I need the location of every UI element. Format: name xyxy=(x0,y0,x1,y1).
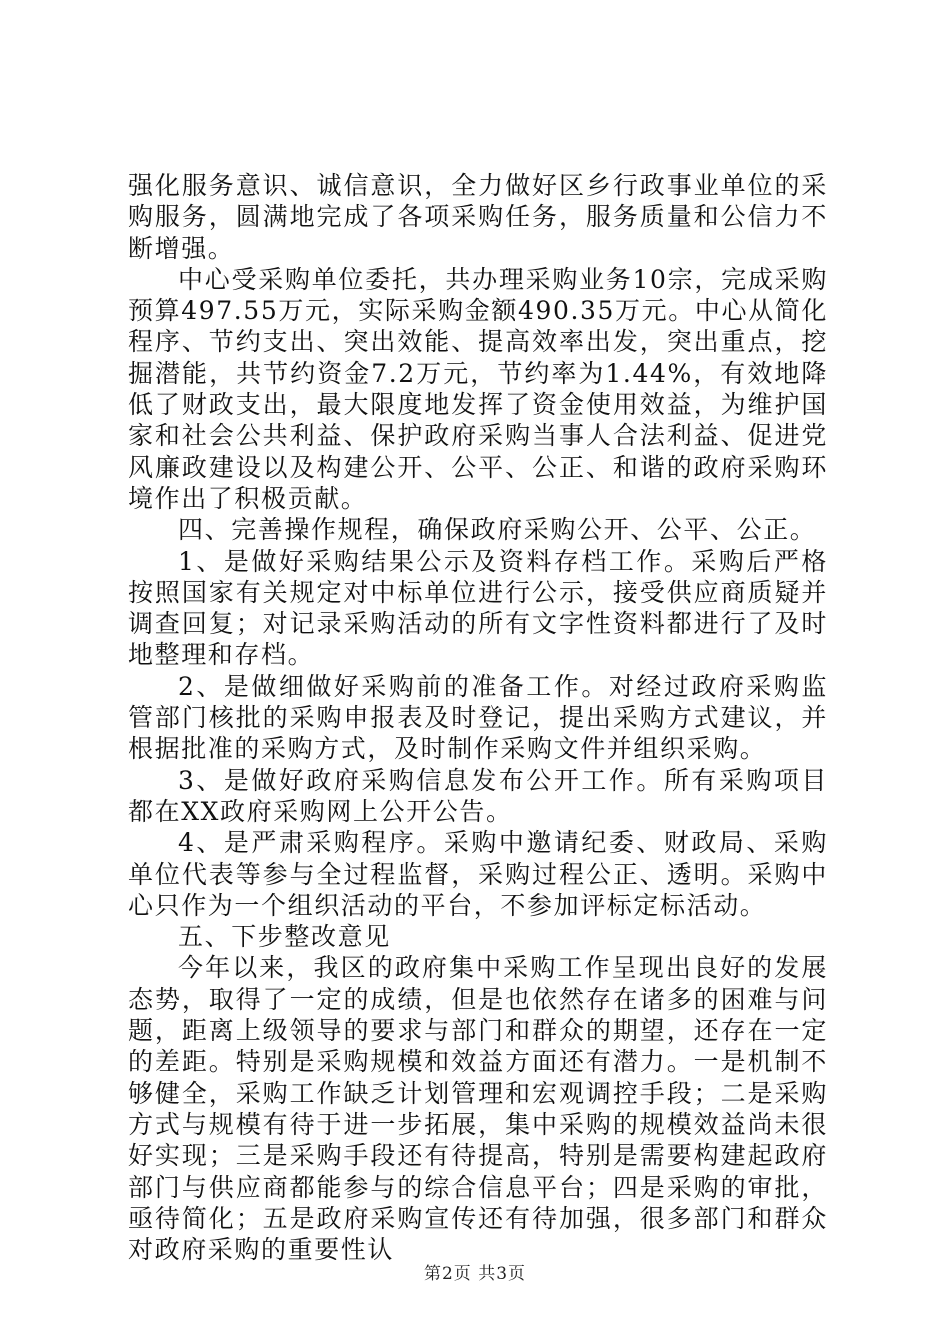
paragraph-summary: 今年以来，我区的政府集中采购工作呈现出良好的发展态势，取得了一定的成绩，但是也依然存在诸多的困难与问题，距离上级领导的要求与部门和群众的期望，还存在一定的差距。特别是采购规模和效益方面还有潜力。一是机制不够健全，采购工作缺乏计划管理和宏观调控手段；二是采购方式与规模有待于进一步拓展，集中采购的规模效益尚未很好实现；三是采购手段还有待提高，特别是需要构建起政府部门与供应商都能参与的综合信息平台；四是采购的审批，亟待简化；五是政府采购宣传还有待加强，很多部门和群众对政府采购的重要性认 xyxy=(128,953,828,1265)
paragraph-item-2: 2、是做细做好采购前的准备工作。对经过政府采购监管部门核批的采购申报表及时登记，提出采购方式建议，并根据批准的采购方式，及时制作采购文件并组织采购。 xyxy=(128,671,828,764)
page-footer: 第2页 共3页 xyxy=(423,1264,527,1284)
paragraph-item-4: 4、是严肃采购程序。采购中邀请纪委、财政局、采购单位代表等参与全过程监督，采购过程公正、透明。采购中心只作为一个组织活动的平台，不参加评标定标活动。 xyxy=(128,828,828,920)
paragraph-item-3: 3、是做好政府采购信息发布公开工作。所有采购项目都在XX政府采购网上公开公告。 xyxy=(128,765,828,826)
paragraph-1: 强化服务意识、诚信意识，全力做好区乡行政事业单位的采购服务，圆满地完成了各项采购任务，服务质量和公信力不断增强。 xyxy=(128,171,828,263)
section-heading-4: 四、完善操作规程，确保政府采购公开、公平、公正。 xyxy=(178,515,817,545)
section-heading-5: 五、下步整改意见 xyxy=(178,922,391,952)
paragraph-item-1: 1、是做好采购结果公示及资料存档工作。采购后严格按照国家有关规定对中标单位进行公示，接受供应商质疑并调查回复；对记录采购活动的所有文字性资料都进行了及时地整理和存档。 xyxy=(128,546,828,670)
document-body xyxy=(128,170,828,1265)
paragraph-2: 中心受采购单位委托，共办理采购业务10宗，完成采购预算497.55万元，实际采购金额490.35万元。中心从简化程序、节约支出、突出效能、提高效率出发，突出重点，挖掘潜能，共节约资金7.2万元，节约率为1.44%，有效地降低了财政支出，最大限度地发挥了资金使用效益，为维护国家和社会公共利益、保护政府采购当事人合法利益、促进党风廉政建设以及构建公开、公平、公正、和谐的政府采购环境作出了积极贡献。 xyxy=(128,264,828,513)
